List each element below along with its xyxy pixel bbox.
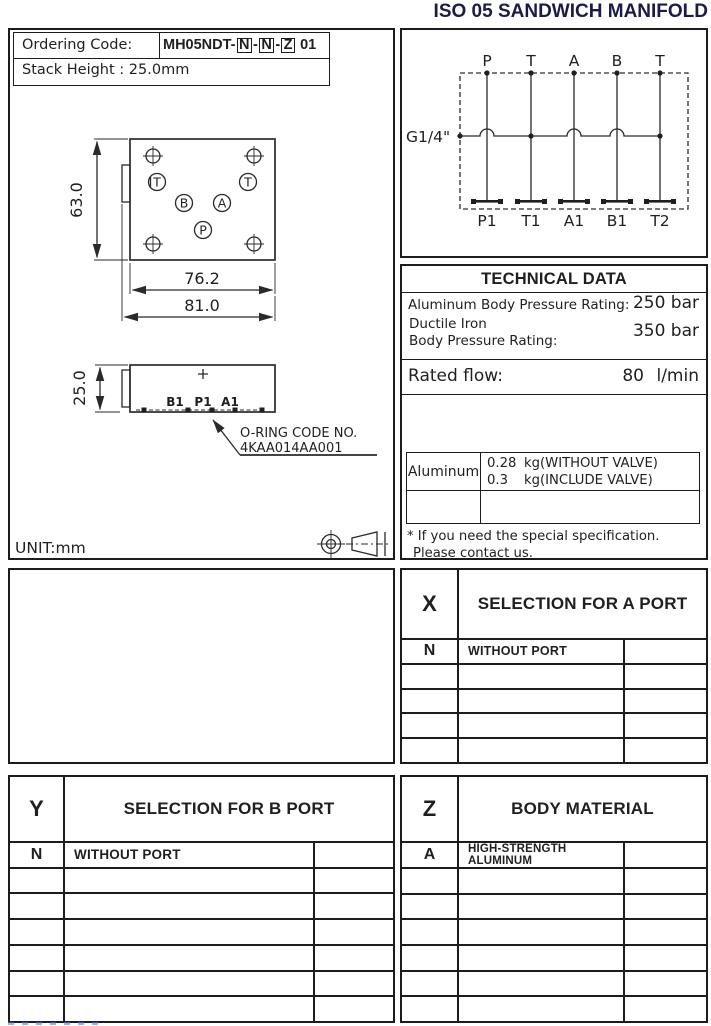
empty-cell (65, 972, 315, 996)
selection-b-port-table (8, 775, 395, 1023)
empty-cell (459, 690, 625, 713)
empty-cell (10, 869, 65, 893)
empty-cell (625, 920, 706, 944)
unit-label: UNIT:mm (15, 539, 86, 557)
technical-data-heading: TECHNICAL DATA (402, 266, 706, 293)
ordering-code-row (14, 33, 329, 59)
table-row-empty (402, 663, 706, 688)
table-row-empty (402, 893, 706, 919)
empty-cell (459, 714, 625, 737)
side-port-p1: P1 (194, 395, 212, 409)
option-code-cell: N (10, 843, 65, 867)
ordering-code-value (160, 33, 329, 58)
bolt-hole-top-left-icon (143, 146, 163, 166)
option-extra-cell (625, 843, 706, 867)
thread-size-label: G1/4" (406, 128, 451, 146)
weight-empty-cell-right (481, 490, 699, 523)
table-row-empty (10, 995, 393, 1021)
stack-height-row: Stack Height : 25.0mm (22, 62, 190, 78)
body-material-title: BODY MATERIAL (511, 799, 654, 818)
schematic-port-lines (484, 70, 662, 200)
footer-print-artifact (8, 1022, 100, 1025)
note-line-1: * If you need the special specification. (407, 529, 660, 544)
pressure-rating-iron-label-1: Ductile Iron (409, 316, 487, 332)
weight-text-2: kg(INCLUDE VALVE) (524, 473, 653, 489)
sch-bottom-port-t2: T2 (650, 212, 670, 230)
body-material-header (402, 777, 706, 843)
sch-bottom-port-a1: A1 (563, 212, 585, 230)
weight-empty-cell-left (407, 490, 481, 523)
table-row-empty (10, 970, 393, 996)
projection-cone-icon (346, 532, 391, 556)
empty-cell (10, 946, 65, 970)
empty-cell (625, 946, 706, 970)
table-row (402, 640, 706, 663)
table-row-empty (402, 970, 706, 996)
bolt-hole-top-right-icon (244, 146, 264, 166)
sch-top-port-b: B (611, 52, 623, 70)
selection-b-title: SELECTION FOR B PORT (123, 799, 335, 818)
port-label-t-right: T (244, 174, 252, 190)
selection-a-header (402, 570, 706, 640)
table-row-empty (402, 712, 706, 737)
empty-cell (65, 946, 315, 970)
side-port-a1: A1 (221, 395, 239, 409)
rated-flow-unit: l/min (656, 366, 699, 386)
pressure-rating-iron-value: 350 bar (632, 321, 699, 341)
port-label-p: P (199, 222, 207, 238)
table-row (402, 843, 706, 867)
pressure-rating-aluminum-label: Aluminum Body Pressure Rating: (408, 297, 630, 313)
code-sep-1: - (253, 37, 258, 53)
side-port-b1: B1 (166, 395, 184, 409)
option-code-cell: N (402, 640, 459, 663)
empty-cell (315, 869, 393, 893)
option-desc-cell: HIGH-STRENGTH ALUMINUM (459, 843, 625, 867)
empty-cell (315, 894, 393, 918)
empty-cell (402, 997, 459, 1021)
option-extra-cell (315, 843, 393, 867)
empty-cell (315, 972, 393, 996)
empty-cell (65, 997, 315, 1021)
empty-cell (65, 920, 315, 944)
sch-top-port-t: T (526, 52, 536, 70)
manifold-drawing (10, 30, 393, 558)
ordering-code-label: Ordering Code: (14, 33, 160, 58)
sch-top-port-t2: T (655, 52, 665, 70)
empty-cell (10, 972, 65, 996)
empty-cell (65, 869, 315, 893)
table-row-empty (10, 918, 393, 944)
oring-code-label: O-RING CODE NO. (240, 426, 358, 441)
empty-cell (402, 869, 459, 893)
empty-cell (10, 894, 65, 918)
table-row (10, 843, 393, 867)
divider (402, 359, 706, 360)
port-label-t-left: T (153, 174, 161, 190)
ordering-code-table (13, 32, 330, 86)
code-sep-2: - (275, 37, 281, 53)
port-label-a: A (217, 195, 227, 211)
sch-top-port-p: P (482, 52, 492, 70)
table-row-empty (10, 892, 393, 918)
selection-b-code-header: Y (10, 777, 65, 841)
selection-a-title: SELECTION FOR A PORT (477, 594, 688, 613)
empty-cell (625, 665, 706, 688)
bolt-hole-icons (143, 146, 264, 254)
empty-cell (459, 895, 625, 919)
page-title: ISO 05 SANDWICH MANIFOLD (433, 1, 708, 22)
selection-a-code-header: X (402, 570, 459, 638)
empty-cell (402, 665, 459, 688)
weight-row-without-valve (487, 455, 699, 472)
dimension-63 (67, 139, 128, 260)
body-material-code-header: Z (402, 777, 459, 841)
code-box-z: Z (281, 38, 295, 53)
empty-cell (65, 894, 315, 918)
table-row-empty (402, 944, 706, 970)
side-view-body (122, 365, 275, 413)
empty-cell (459, 739, 625, 762)
empty-cell (402, 690, 459, 713)
empty-cell (625, 690, 706, 713)
option-extra-cell (625, 640, 706, 663)
empty-cell (402, 739, 459, 762)
empty-cell (625, 997, 706, 1021)
weight-row-include-valve (487, 472, 699, 489)
sch-bottom-port-t1: T1 (521, 212, 541, 230)
weight-material-cell: Aluminum (407, 453, 481, 490)
empty-cell (459, 946, 625, 970)
projection-target-icon (317, 530, 345, 558)
empty-cell (459, 920, 625, 944)
empty-cell (402, 920, 459, 944)
code-box-y: N (259, 38, 274, 53)
empty-cell (625, 895, 706, 919)
top-view-body (122, 139, 275, 260)
empty-panel (8, 568, 395, 764)
oring-code-number: 4KAA014AA001 (240, 441, 343, 456)
dimension-25 (70, 365, 128, 412)
empty-cell (315, 946, 393, 970)
sch-bottom-port-p1: P1 (477, 212, 497, 230)
gauge-line (457, 129, 662, 139)
table-row-empty (10, 867, 393, 893)
code-box-x: N (237, 38, 252, 53)
table-row-empty (402, 688, 706, 713)
note-line-2: Please contact us. (413, 546, 533, 562)
schematic-panel (400, 28, 708, 258)
hydraulic-schematic (402, 30, 706, 256)
empty-cell (459, 665, 625, 688)
weight-value-2: 0.3 (487, 473, 508, 489)
selection-b-header (10, 777, 393, 843)
table-row-empty (10, 944, 393, 970)
table-row-empty (402, 737, 706, 762)
empty-cell (10, 920, 65, 944)
selection-a-port-table (400, 568, 708, 764)
option-code-cell: A (402, 843, 459, 867)
option-desc-cell: WITHOUT PORT (65, 843, 315, 867)
empty-cell (10, 997, 65, 1021)
dimension-76 (130, 263, 275, 294)
technical-data-panel (400, 264, 708, 560)
port-circles (149, 174, 257, 239)
empty-cell (402, 972, 459, 996)
special-spec-note (407, 528, 659, 563)
table-row-empty (402, 867, 706, 893)
dim-25-label: 25.0 (70, 370, 89, 406)
sch-top-port-a: A (568, 52, 580, 70)
rated-flow-label: Rated flow: (408, 366, 503, 386)
empty-cell (625, 714, 706, 737)
option-desc-cell: WITHOUT PORT (459, 640, 625, 663)
rated-flow-value: 80 (622, 366, 644, 386)
technical-data-body (402, 293, 706, 562)
empty-cell (315, 920, 393, 944)
body-material-table (400, 775, 708, 1023)
pressure-rating-aluminum-value: 250 bar (632, 293, 699, 313)
bolt-hole-bottom-right-icon (244, 234, 264, 254)
empty-cell (402, 895, 459, 919)
pressure-rating-iron-label-2: Body Pressure Rating: (409, 333, 558, 349)
port-label-b: B (179, 195, 189, 211)
table-row-empty (402, 995, 706, 1021)
code-prefix: MH05NDT- (163, 37, 236, 53)
dim-81-label: 81.0 (184, 296, 220, 315)
empty-cell (402, 714, 459, 737)
sch-bottom-port-b1: B1 (606, 212, 628, 230)
empty-cell (625, 972, 706, 996)
divider (402, 394, 706, 395)
bolt-hole-bottom-left-icon (143, 234, 163, 254)
weight-values-cell (481, 453, 699, 490)
dim-63-label: 63.0 (67, 182, 86, 218)
dim-76-label: 76.2 (184, 269, 220, 288)
drawing-panel (8, 28, 395, 560)
empty-cell (459, 997, 625, 1021)
empty-cell (315, 997, 393, 1021)
empty-cell (402, 946, 459, 970)
table-row-empty (402, 918, 706, 944)
oring-callout (213, 420, 377, 456)
weight-value-1: 0.28 (487, 456, 517, 471)
empty-cell (459, 869, 625, 893)
weight-text-1: kg(WITHOUT VALVE) (524, 456, 658, 471)
empty-cell (625, 739, 706, 762)
weight-table (406, 452, 700, 524)
empty-cell (459, 972, 625, 996)
code-suffix: 01 (300, 37, 317, 53)
empty-cell (625, 869, 706, 893)
